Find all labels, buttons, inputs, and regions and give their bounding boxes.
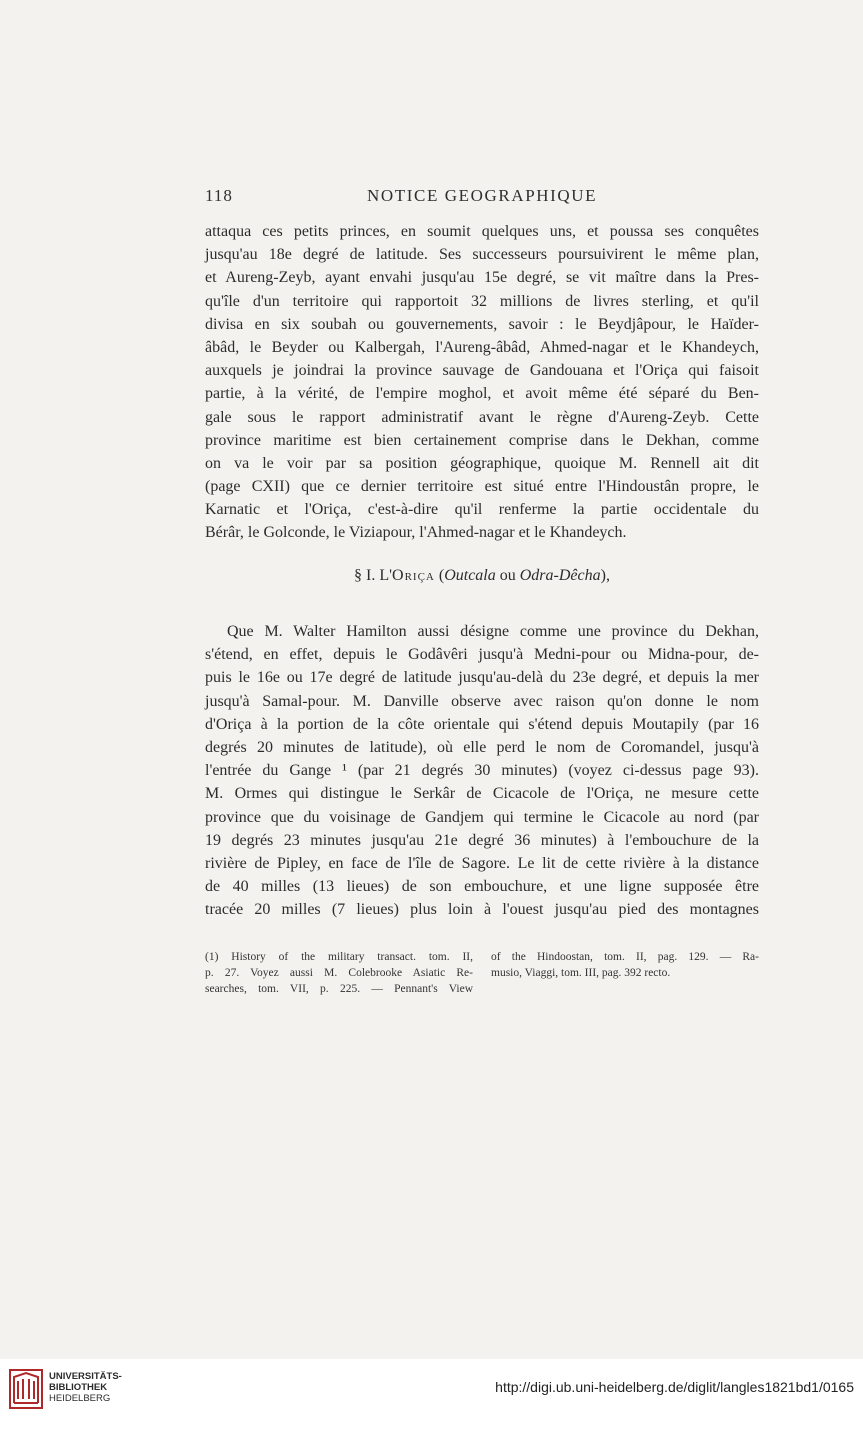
- section-heading: § I. L'Oriça (Outcala ou Odra-Dêcha),: [354, 567, 610, 584]
- library-logo-icon: [9, 1369, 43, 1409]
- text-line: rivière de Pipley, en face de l'île de Sagore. Le lit de cette rivière à la distance: [205, 854, 759, 872]
- text-line: et Aureng-Zeyb, ayant envahi jusqu'au 15e degré, se vit maître dans la Pres-: [205, 269, 759, 287]
- text-line: l'entrée du Gange ¹ (par 21 degrés 30 minutes) (voyez ci-dessus page 93).: [205, 762, 759, 780]
- text-line: d'Oriça à la portion de la côte orientale qui s'étend depuis Moutapily (par 16: [205, 715, 759, 733]
- footer-bar: [0, 1359, 863, 1429]
- text-line: M. Ormes qui distingue le Serkâr de Cicacole de l'Oriça, ne mesure cette: [205, 785, 759, 803]
- footnote-line: musio, Viaggi, tom. III, pag. 392 recto.: [491, 967, 671, 979]
- text-line: Bérâr, le Golconde, le Viziapour, l'Ahmed-nagar et le Khandeych.: [205, 524, 627, 542]
- paragraph-2: [205, 620, 759, 921]
- text-line: on va le voir par sa position géographique, quoique M. Rennell ait dit: [205, 454, 759, 472]
- text-line: attaqua ces petits princes, en soumit quelques uns, et poussa ses conquêtes: [205, 223, 759, 240]
- page-header: [205, 186, 760, 212]
- footnote-line: searches, tom. VII, p. 225. — Pennant's View: [205, 983, 473, 995]
- running-title: NOTICE GEOGRAPHIQUE: [367, 186, 598, 205]
- text-line: jusqu'au 18e degré de latitude. Ses successeurs poursuivirent le même plan,: [205, 246, 759, 264]
- footnote-line: of the Hindoostan, tom. II, pag. 129. — Ra-: [491, 951, 759, 963]
- text-line: de 40 milles (13 lieues) de son embouchure, et une ligne supposée être: [205, 878, 759, 896]
- section-name: Oriça: [392, 567, 435, 584]
- footnote-column-right: [491, 949, 759, 981]
- text-line: partie, à la vérité, de l'empire moghol, et avoit même été séparé du Ben-: [205, 385, 759, 403]
- text-line: puis le 16e ou 17e degré de latitude jusqu'au-delà du 23e degré, et depuis la mer: [205, 669, 759, 687]
- footnote-line: (1) History of the military transact. tom. II,: [205, 951, 473, 963]
- footnote-line: p. 27. Voyez aussi M. Colebrooke Asiatic Re-: [205, 967, 473, 979]
- footnote-column-left: [205, 949, 473, 997]
- text-line: jusqu'à Samal-pour. M. Danville observe avec raison qu'on donne le nom: [205, 692, 759, 710]
- page-number: 118: [205, 186, 233, 205]
- text-line: qu'île d'un territoire qui rapportoit 32 millions de livres sterling, et qu'il: [205, 292, 759, 310]
- source-url-link[interactable]: http://digi.ub.uni-heidelberg.de/diglit/langles1821bd1/0165: [495, 1379, 854, 1395]
- paragraph-1: [205, 220, 759, 545]
- text-line: Karnatic et l'Oriça, c'est-à-dire qu'il renferme la partie occidentale du: [205, 501, 759, 519]
- text-line: tracée 20 milles (7 lieues) plus loin à l'ouest jusqu'au pied des montagnes: [205, 901, 759, 919]
- text-line: province maritime est bien certainement comprise dans le Dekhan, comme: [205, 431, 759, 449]
- text-line: (page CXII) que ce dernier territoire est situé entre l'Hindoustân propre, le: [205, 478, 759, 496]
- library-name: UNIVERSITÄTS- BIBLIOTHEK HEIDELBERG: [49, 1371, 122, 1404]
- text-line: 19 degrés 23 minutes jusqu'au 21e degré 36 minutes) à l'embouchure de la: [205, 831, 759, 849]
- text-line: province que du voisinage de Gandjem qui termine le Cicacole au nord (par: [205, 808, 759, 826]
- text-line: auxquels je joindrai la province sauvage de Gandouana et l'Oriça qui faisoit: [205, 362, 759, 380]
- text-line: s'étend, en effet, depuis le Godâvêri jusqu'à Medni-pour ou Midna-pour, de-: [205, 646, 759, 664]
- text-line: divisa en six soubah ou gouvernements, savoir : le Beydjâpour, le Haïder-: [205, 315, 759, 333]
- text-line: Que M. Walter Hamilton aussi désigne comme une province du Dekhan,: [227, 623, 759, 640]
- text-line: âbâd, le Beyder ou Kalbergah, l'Aureng-âbâd, Ahmed-nagar et le Khandeych,: [205, 338, 759, 356]
- text-line: degrés 20 minutes de latitude), où elle perd le nom de Coromandel, jusqu'à: [205, 738, 759, 756]
- text-line: gale sous le rapport administratif avant le règne d'Aureng-Zeyb. Cette: [205, 408, 759, 426]
